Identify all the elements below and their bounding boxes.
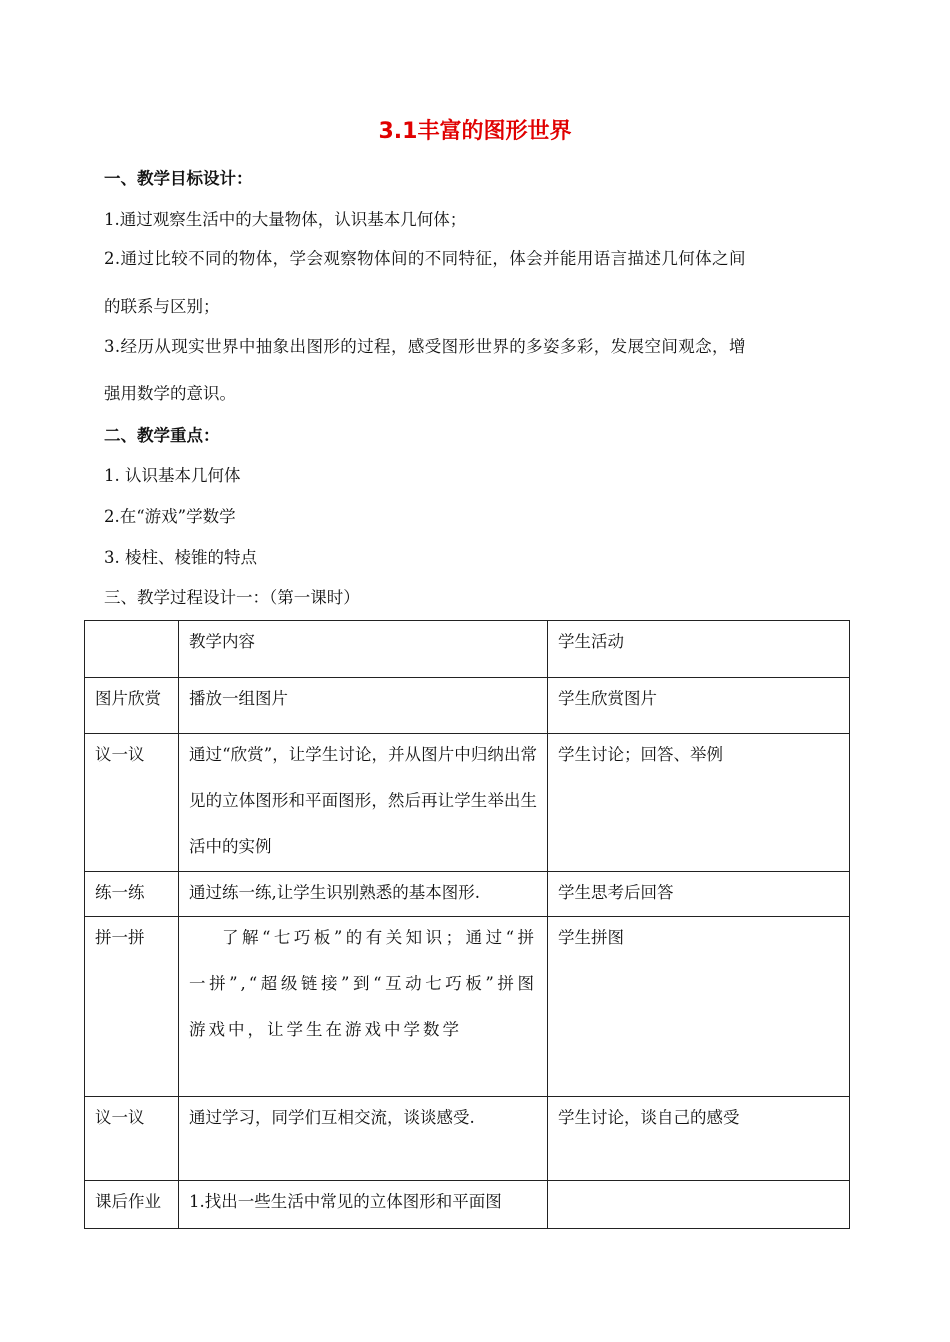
key-point-item-1: 1. 认识基本几何体 xyxy=(104,466,241,485)
key-point-item-2: 2.在“游戏”学数学 xyxy=(104,507,236,526)
table-cell-activity: 课后作业 xyxy=(85,1181,179,1229)
table-cell-activity: 议一议 xyxy=(85,734,179,872)
table-header-cell xyxy=(85,621,179,678)
table-row xyxy=(85,872,850,917)
table-cell-activity: 练一练 xyxy=(85,872,179,917)
table-cell-content: 播放一组图片 xyxy=(179,678,548,734)
table-cell-student: 学生拼图 xyxy=(548,917,850,1097)
objective-item-3-continued: 强用数学的意识。 xyxy=(104,384,236,403)
table-cell-content: 通过学习，同学们互相交流，谈谈感受. xyxy=(179,1097,548,1181)
objective-item-2: 2.通过比较不同的物体，学会观察物体间的不同特征，体会并能用语言描述几何体之间 xyxy=(104,249,746,268)
table-cell-student: 学生思考后回答 xyxy=(548,872,850,917)
table-cell-student: 学生讨论；回答、举例 xyxy=(548,734,850,872)
objective-item-3: 3.经历从现实世界中抽象出图形的过程，感受图形世界的多姿多彩，发展空间观念，增 xyxy=(104,337,746,356)
table-cell-student: 学生欣赏图片 xyxy=(548,678,850,734)
table-header-row xyxy=(85,621,850,678)
page-title: 3.1丰富的图形世界 xyxy=(378,119,572,144)
section-heading-process: 三、教学过程设计一：（第一课时） xyxy=(104,588,360,607)
key-point-item-3: 3. 棱柱、棱锥的特点 xyxy=(104,548,257,567)
table-row xyxy=(85,678,850,734)
table-cell-content: 了解“七巧板”的有关知识；通过“拼一拼”,“超级链接”到“互动七巧板”拼图游戏中，让学生在游戏中学数学 xyxy=(179,917,548,1097)
table-cell-content: 通过练一练,让学生识别熟悉的基本图形. xyxy=(179,872,548,917)
table-row xyxy=(85,1097,850,1181)
lesson-plan-table xyxy=(84,620,850,1229)
table-row xyxy=(85,917,850,1097)
objective-item-2-continued: 的联系与区别； xyxy=(104,297,220,316)
table-cell-content: 1.找出一些生活中常见的立体图形和平面图 xyxy=(179,1181,548,1229)
section-heading-key-points: 二、教学重点： xyxy=(104,426,220,445)
table-cell-student: 学生讨论，谈自己的感受 xyxy=(548,1097,850,1181)
table-header-cell: 教学内容 xyxy=(179,621,548,678)
table-cell-activity: 图片欣赏 xyxy=(85,678,179,734)
table-cell-activity: 拼一拼 xyxy=(85,917,179,1097)
table-cell-content: 通过“欣赏”，让学生讨论，并从图片中归纳出常见的立体图形和平面图形，然后再让学生举出生活中的实例 xyxy=(179,734,548,872)
table-row xyxy=(85,734,850,872)
table-row xyxy=(85,1181,850,1229)
section-heading-objectives: 一、教学目标设计： xyxy=(104,169,253,188)
table-cell-student xyxy=(548,1181,850,1229)
table-cell-activity: 议一议 xyxy=(85,1097,179,1181)
objective-item-1: 1.通过观察生活中的大量物体，认识基本几何体； xyxy=(104,210,467,229)
table-header-cell: 学生活动 xyxy=(548,621,850,678)
